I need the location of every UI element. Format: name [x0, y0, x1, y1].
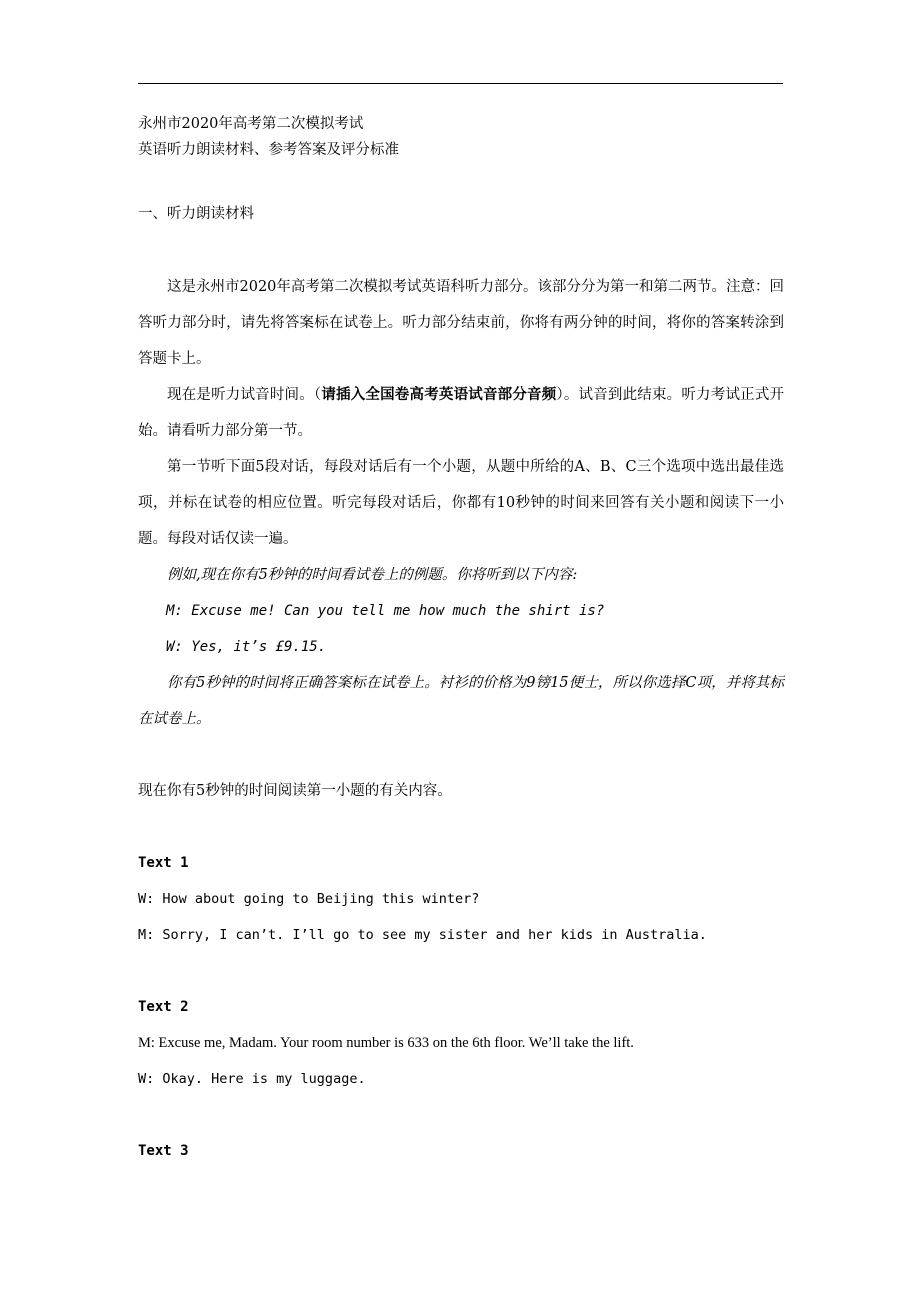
header-rule [138, 83, 783, 84]
example-intro: 例如,现在你有5秒钟的时间看试卷上的例题。你将听到以下内容: [167, 567, 578, 583]
title-line-2: 英语听力朗读材料、参考答案及评分标准 [138, 142, 399, 158]
audio-insert-instruction: 请插入全国卷高考英语试音部分音频 [321, 386, 557, 403]
reading-time-note: 现在你有5秒钟的时间阅读第一小题的有关内容。 [138, 783, 452, 799]
intro-paragraph-2-start: 现在是听力试音时间。（ [167, 387, 322, 403]
title-line-1: 永州市2020年高考第二次模拟考试 [138, 116, 364, 132]
text-2-line-1: M: Excuse me, Madam. Your room number is 633 on the 6th floor. We’ll take the lift. [138, 1035, 634, 1051]
text-3-title: Text 3 [138, 1143, 189, 1159]
document-header [138, 111, 784, 163]
text-1-title: Text 1 [138, 855, 189, 871]
document-body [138, 111, 784, 1169]
intro-paragraph-1: 这是永州市2020年高考第二次模拟考试英语科听力部分。该部分分为第一和第二两节。注意：回答听力部分时，请先将答案标在试卷上。听力部分结束前，你将有两分钟的时间，将你的答案转涂到答题卡上。 [138, 279, 784, 367]
example-line-man: M: Excuse me! Can you tell me how much the shirt is? [166, 603, 605, 619]
text-2-line-2: W: Okay. Here is my luggage. [138, 1071, 366, 1087]
intro-paragraph-3: 第一节听下面5段对话，每段对话后有一个小题，从题中所给的A、B、C三个选项中选出最佳选项，并标在试卷的相应位置。听完每段对话后，你都有10秒钟的时间来回答有关小题和阅读下一小题。每段对话仅读一遍。 [138, 459, 784, 547]
example-line-woman: W: Yes, it’s £9.15. [166, 639, 327, 655]
text-1-block [138, 845, 784, 953]
text-2-title: Text 2 [138, 999, 189, 1015]
text-1-line-2: M: Sorry, I can’t. I’ll go to see my sister and her kids in Australia. [138, 927, 707, 943]
intro-paragraph-2 [138, 377, 784, 449]
intro-paragraph-2-end: ）。试音到此结束。听力考试正式开始。请看听力部分第一节。 [138, 387, 785, 439]
section-heading-listening-script: 一、听力朗读材料 [138, 206, 254, 222]
text-3-block [138, 1133, 784, 1169]
text-1-line-1: W: How about going to Beijing this winter? [138, 891, 480, 907]
example-explanation: 你有5秒钟的时间将正确答案标在试卷上。衬衫的价格为9镑15便士，所以你选择C项，并将其标在试卷上。 [138, 675, 784, 727]
text-2-block [138, 989, 784, 1097]
